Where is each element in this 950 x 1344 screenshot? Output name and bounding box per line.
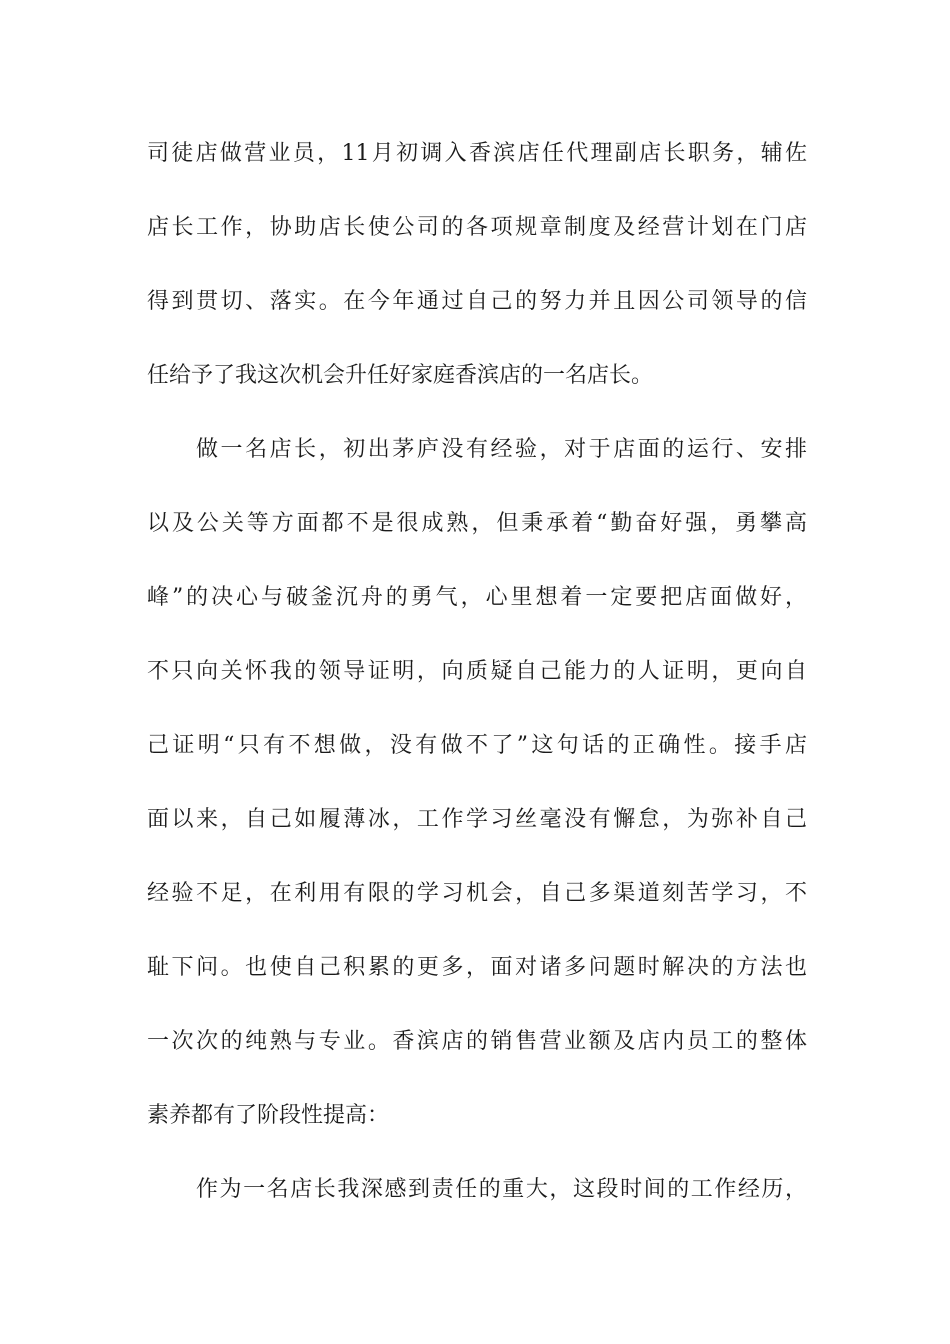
text-line: 峰”的决心与破釜沉舟的勇气，心里想着一定要把店面做好， — [147, 585, 807, 610]
text-line: 一次次的纯熟与专业。香滨店的销售营业额及店内员工的整体 — [147, 1029, 807, 1054]
text-line: 做一名店长，初出茅庐没有经验，对于店面的运行、安排 — [196, 437, 807, 462]
text-line: 司徒店做营业员，11月初调入香滨店任代理副店长职务，辅佐 — [147, 141, 807, 166]
text-line: 经验不足，在利用有限的学习机会，自己多渠道刻苦学习，不 — [147, 881, 807, 906]
text-line: 己证明“只有不想做，没有做不了”这句话的正确性。接手店 — [147, 733, 807, 758]
text-line: 素养都有了阶段性提高： — [147, 1103, 390, 1128]
text-line: 得到贯切、落实。在今年通过自己的努力并且因公司领导的信 — [147, 289, 807, 314]
text-line: 店长工作，协助店长使公司的各项规章制度及经营计划在门店 — [147, 215, 807, 240]
text-line: 任给予了我这次机会升任好家庭香滨店的一名店长。 — [147, 363, 654, 388]
text-line: 作为一名店长我深感到责任的重大，这段时间的工作经历， — [196, 1177, 807, 1202]
text-line: 面以来，自己如履薄冰，工作学习丝毫没有懈怠，为弥补自己 — [147, 807, 807, 832]
text-line: 以及公关等方面都不是很成熟，但秉承着“勤奋好强，勇攀高 — [147, 511, 807, 536]
text-line: 耻下问。也使自己积累的更多，面对诸多问题时解决的方法也 — [147, 955, 807, 980]
text-line: 不只向关怀我的领导证明，向质疑自己能力的人证明，更向自 — [147, 659, 807, 684]
